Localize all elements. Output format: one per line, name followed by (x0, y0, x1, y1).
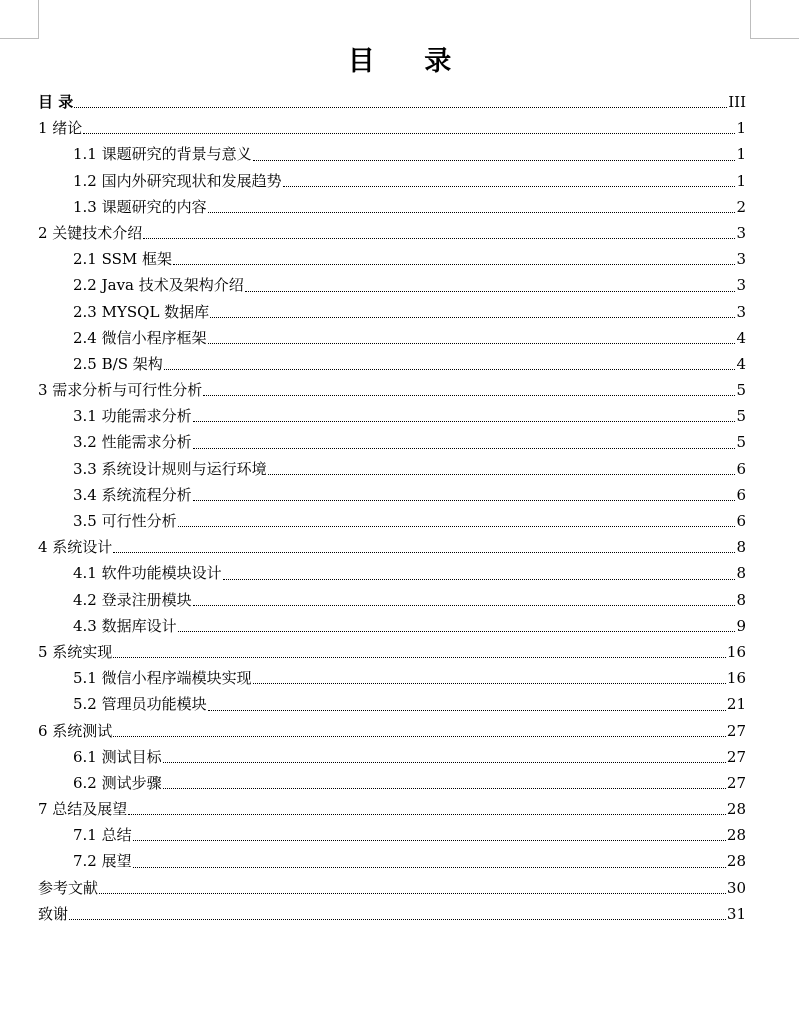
toc-entry-label: 2 关键技术介绍 (38, 223, 143, 242)
toc-entry-label: 7 总结及展望 (38, 800, 128, 819)
toc-entry-label: 3 需求分析与可行性分析 (38, 381, 203, 400)
toc-entry[interactable] (38, 613, 746, 639)
toc-entry[interactable] (38, 141, 746, 167)
toc-entry[interactable] (38, 691, 746, 717)
toc-entry[interactable] (38, 875, 746, 901)
toc-dot-leader (163, 761, 726, 763)
toc-dot-leader (245, 290, 736, 292)
toc-dot-leader (223, 578, 736, 580)
toc-entry[interactable] (38, 325, 746, 351)
toc-entry[interactable] (38, 770, 746, 796)
toc-entry-page-number: 4 (736, 328, 746, 347)
toc-entry-page-number: 4 (736, 354, 746, 373)
toc-entry-label: 1.2 国内外研究现状和发展趋势 (73, 171, 282, 190)
toc-dot-leader (193, 447, 736, 449)
toc-entry-page-number: 27 (726, 747, 746, 766)
toc-entry-page-number: 16 (726, 669, 746, 688)
toc-entry-page-number: 27 (726, 721, 746, 740)
toc-entry-label: 5 系统实现 (38, 642, 113, 661)
toc-entry-label: 6.1 测试目标 (73, 747, 162, 766)
toc-entry[interactable] (38, 377, 746, 403)
toc-entry-label: 4.1 软件功能模块设计 (73, 564, 222, 583)
toc-entry[interactable] (38, 272, 746, 298)
toc-entry-page-number: 21 (726, 695, 746, 714)
toc-entry-label: 2.1 SSM 框架 (73, 250, 173, 269)
toc-dot-leader (208, 709, 726, 711)
toc-dot-leader (193, 420, 736, 422)
toc-entry[interactable] (38, 194, 746, 220)
toc-entry-page-number: 28 (726, 800, 746, 819)
toc-entry[interactable] (38, 848, 746, 874)
toc-entry-page-number: 5 (736, 407, 746, 426)
toc-dot-leader (178, 525, 736, 527)
toc-entry[interactable] (38, 456, 746, 482)
toc-dot-leader (83, 132, 735, 134)
toc-entry-page-number: 2 (736, 197, 746, 216)
toc-entry-label: 1.3 课题研究的内容 (73, 197, 207, 216)
toc-entry-page-number: 5 (736, 433, 746, 452)
toc-entry-label: 目 录 (38, 93, 74, 111)
toc-entry-label: 2.5 B/S 架构 (73, 354, 163, 373)
toc-entry[interactable] (38, 89, 746, 115)
toc-entry[interactable] (38, 115, 746, 141)
toc-entry-page-number: III (728, 93, 746, 111)
toc-entry-page-number: 3 (736, 223, 746, 242)
toc-dot-leader (283, 185, 736, 187)
toc-entry[interactable] (38, 639, 746, 665)
toc-entry-label: 6.2 测试步骤 (73, 773, 162, 792)
toc-entry[interactable] (38, 901, 746, 927)
toc-dot-leader (74, 106, 727, 108)
toc-entry-page-number: 8 (736, 538, 746, 557)
toc-dot-leader (178, 630, 736, 632)
toc-entry[interactable] (38, 508, 746, 534)
toc-dot-leader (133, 866, 726, 868)
toc-entry[interactable] (38, 744, 746, 770)
toc-entry-label: 4.3 数据库设计 (73, 616, 177, 635)
toc-entry[interactable] (38, 534, 746, 560)
toc-entry-label: 1.1 课题研究的背景与意义 (73, 145, 252, 164)
toc-dot-leader (173, 263, 735, 265)
toc-entry-label: 3.5 可行性分析 (73, 512, 177, 530)
toc-entry[interactable] (38, 246, 746, 272)
toc-entry-label: 5.1 微信小程序端模块实现 (73, 669, 252, 688)
toc-entry-label: 3.4 系统流程分析 (73, 485, 192, 504)
toc-entry[interactable] (38, 403, 746, 429)
toc-entry-label: 4 系统设计 (38, 538, 113, 557)
toc-entry[interactable] (38, 299, 746, 325)
toc-entry[interactable] (38, 587, 746, 613)
toc-entry-label: 参考文献 (38, 878, 99, 897)
toc-entry-page-number: 31 (726, 904, 746, 923)
toc-entry-label: 3.2 性能需求分析 (73, 433, 192, 452)
toc-entry-page-number: 3 (736, 302, 746, 321)
toc-dot-leader (210, 316, 735, 318)
toc-dot-leader (164, 368, 736, 370)
toc-entry-page-number: 27 (726, 773, 746, 792)
toc-dot-leader (69, 918, 726, 920)
toc-entry[interactable] (38, 665, 746, 691)
toc-entry-page-number: 3 (736, 250, 746, 269)
toc-dot-leader (128, 813, 726, 815)
toc-entry-page-number: 3 (736, 276, 746, 295)
toc-entry-page-number: 6 (736, 459, 746, 478)
crop-mark-top-left (0, 0, 39, 39)
toc-entry-label: 2.3 MYSQL 数据库 (73, 302, 210, 321)
toc-dot-leader (113, 656, 726, 658)
toc-dot-leader (253, 682, 726, 684)
toc-entry-label: 致谢 (38, 904, 69, 923)
toc-entry-label: 2.2 Java 技术及架构介绍 (73, 276, 244, 295)
toc-entry-label: 1 绪论 (38, 119, 83, 138)
toc-entry-page-number: 28 (726, 852, 746, 871)
toc-dot-leader (143, 237, 735, 239)
table-of-contents (38, 89, 746, 927)
toc-entry-page-number: 1 (736, 119, 746, 138)
page-title: 目 录 (347, 46, 472, 77)
toc-entry-page-number: 5 (736, 381, 746, 400)
toc-entry-page-number: 8 (736, 564, 746, 583)
toc-entry-label: 4.2 登录注册模块 (73, 590, 192, 609)
toc-entry-page-number: 1 (736, 171, 746, 190)
toc-entry-page-number: 6 (736, 485, 746, 504)
toc-entry-page-number: 28 (726, 826, 746, 845)
toc-entry-label: 5.2 管理员功能模块 (73, 695, 207, 714)
toc-dot-leader (99, 892, 726, 894)
crop-mark-top-right (750, 0, 799, 39)
toc-entry[interactable] (38, 822, 746, 848)
toc-dot-leader (113, 735, 726, 737)
toc-entry[interactable] (38, 560, 746, 586)
toc-dot-leader (113, 551, 735, 553)
toc-dot-leader (193, 499, 736, 501)
toc-entry-label: 3.1 功能需求分析 (73, 407, 192, 426)
toc-entry-label: 7.1 总结 (73, 826, 132, 845)
toc-entry-page-number: 9 (736, 616, 746, 635)
toc-entry-page-number: 1 (736, 145, 746, 164)
toc-entry-page-number: 6 (736, 512, 746, 530)
toc-entry[interactable] (38, 718, 746, 744)
toc-entry-label: 3.3 系统设计规则与运行环境 (73, 459, 267, 478)
toc-dot-leader (208, 342, 736, 344)
toc-dot-leader (268, 473, 736, 475)
toc-dot-leader (253, 159, 736, 161)
toc-dot-leader (133, 839, 726, 841)
toc-dot-leader (203, 394, 735, 396)
toc-dot-leader (208, 211, 736, 213)
toc-entry[interactable] (38, 482, 746, 508)
toc-entry-label: 7.2 展望 (73, 852, 132, 871)
toc-entry-page-number: 30 (726, 878, 746, 897)
toc-entry[interactable] (38, 429, 746, 455)
toc-dot-leader (193, 604, 736, 606)
toc-entry-label: 2.4 微信小程序框架 (73, 328, 207, 347)
toc-entry[interactable] (38, 796, 746, 822)
toc-entry-page-number: 16 (726, 642, 746, 661)
toc-dot-leader (163, 787, 726, 789)
toc-entry[interactable] (38, 220, 746, 246)
toc-entry-label: 6 系统测试 (38, 721, 113, 740)
toc-entry[interactable] (38, 168, 746, 194)
toc-entry[interactable] (38, 351, 746, 377)
toc-entry-page-number: 8 (736, 590, 746, 609)
